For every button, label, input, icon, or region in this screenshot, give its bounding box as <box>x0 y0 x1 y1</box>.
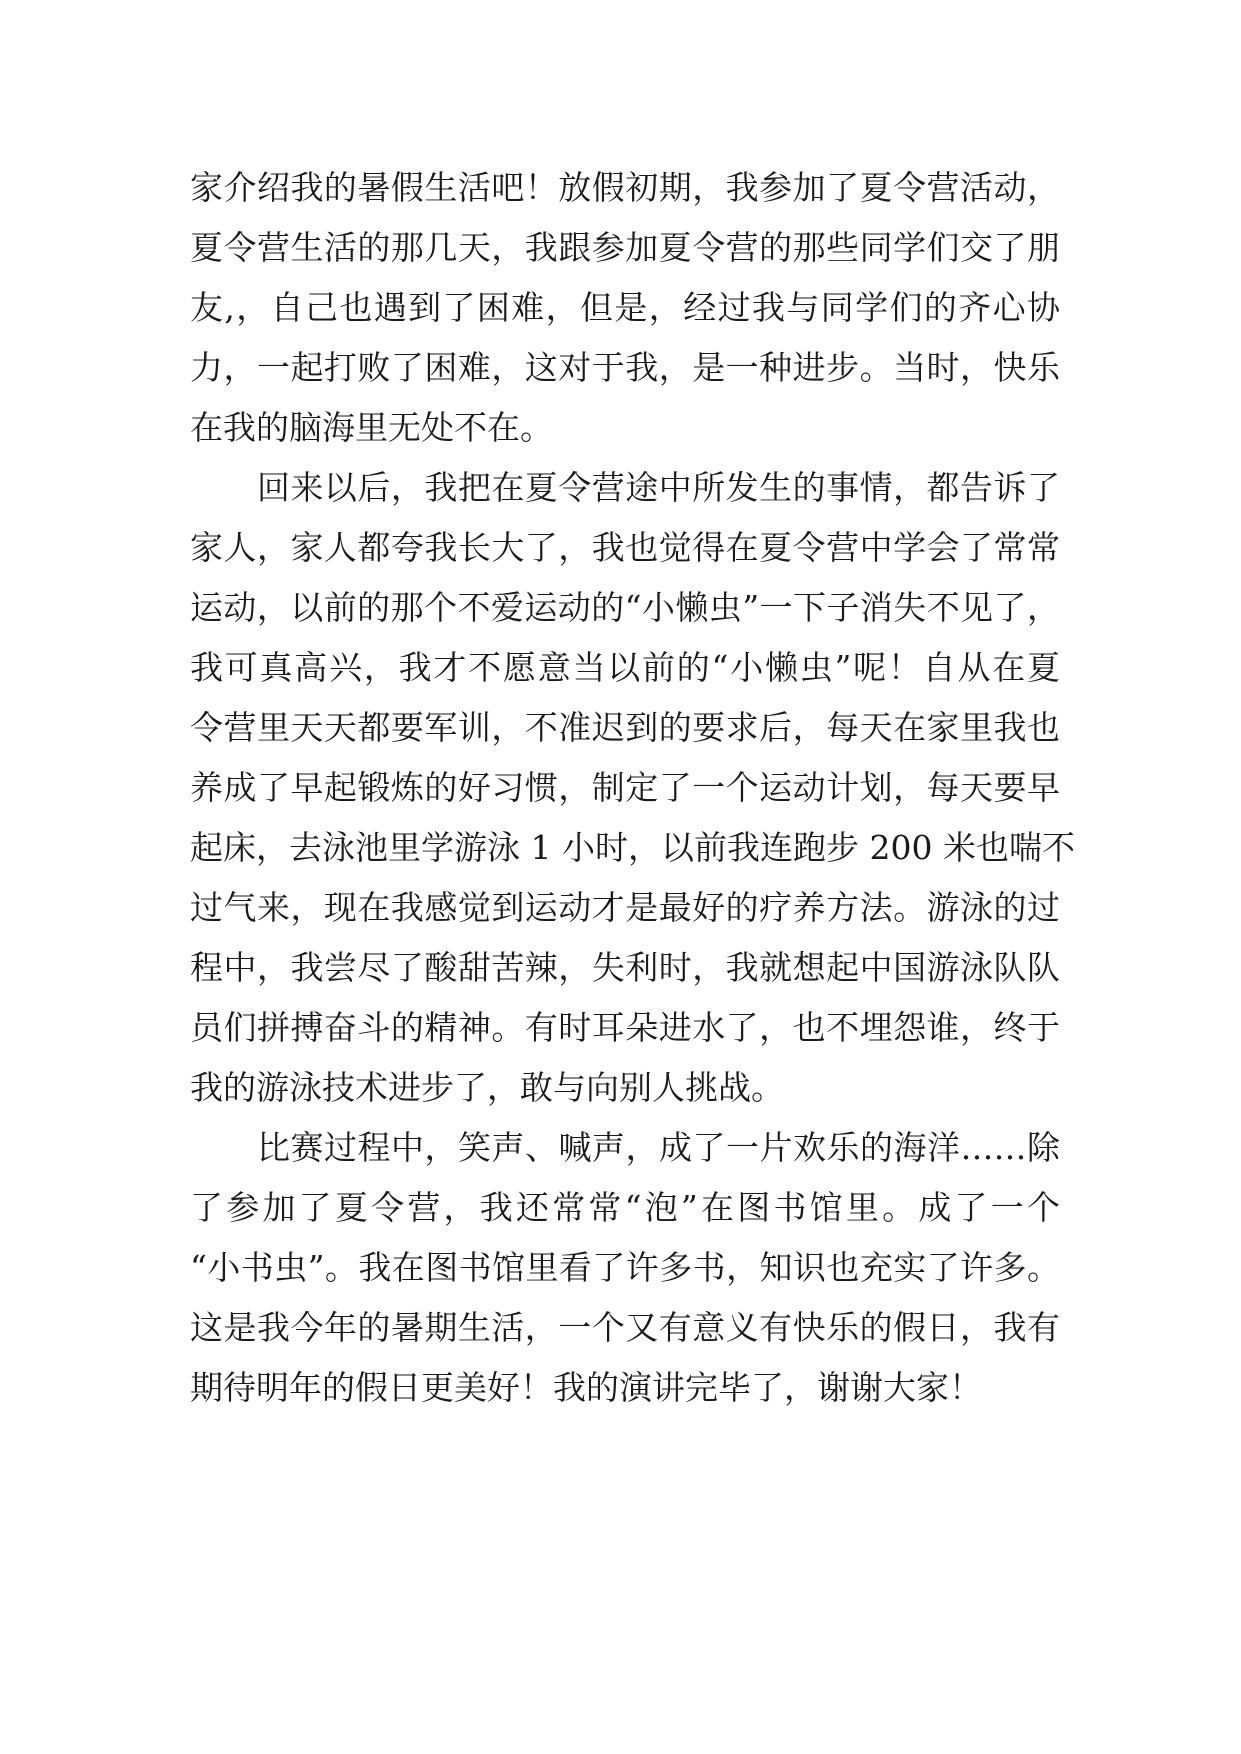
text-line: 期待明年的假日更美好！我的演讲完毕了，谢谢大家！ <box>190 1368 982 1407</box>
text-line: 在我的脑海里无处不在。 <box>190 408 553 447</box>
paragraph-start-line: 回来以后，我把在夏令营途中所发生的事情，都告诉了 <box>190 468 1060 507</box>
text-line: 家介绍我的暑假生活吧！放假初期，我参加了夏令营活动， <box>190 168 1060 207</box>
text-line: 我可真高兴，我才不愿意当以前的“小懒虫”呢！自从在夏 <box>190 648 1060 687</box>
text-line: 运动，以前的那个不爱运动的“小懒虫”一下子消失不见了， <box>190 588 1060 627</box>
text-line: 令营里天天都要军训，不准迟到的要求后，每天在家里我也 <box>190 708 1060 747</box>
text-line: 过气来，现在我感觉到运动才是最好的疗养方法。游泳的过 <box>190 888 1060 927</box>
text-line: 程中，我尝尽了酸甜苦辣，失利时，我就想起中国游泳队队 <box>190 948 1060 987</box>
text-line: 养成了早起锻炼的好习惯，制定了一个运动计划，每天要早 <box>190 768 1060 807</box>
text-line: 家人，家人都夸我长大了，我也觉得在夏令营中学会了常常 <box>190 528 1060 567</box>
text-line: 员们拼搏奋斗的精神。有时耳朵进水了，也不埋怨谁，终于 <box>190 1008 1060 1047</box>
text-line: “小书虫”。我在图书馆里看了许多书，知识也充实了许多。 <box>190 1248 1060 1287</box>
text-line: 这是我今年的暑期生活，一个又有意义有快乐的假日，我有 <box>190 1308 1060 1347</box>
text-line: 夏令营生活的那几天，我跟参加夏令营的那些同学们交了朋 <box>190 228 1060 267</box>
text-line: 我的游泳技术进步了，敢与向别人挑战。 <box>190 1068 784 1107</box>
text-line: 力，一起打败了困难，这对于我，是一种进步。当时，快乐 <box>190 348 1060 387</box>
text-line: 起床，去泳池里学游泳 1 小时，以前我连跑步 200 米也喘不 <box>190 828 1075 867</box>
paragraph-start-line: 比赛过程中，笑声、喊声，成了一片欢乐的海洋……除 <box>190 1128 1060 1167</box>
speech-text <box>190 158 1075 1418</box>
text-line: 友,，自己也遇到了困难，但是，经过我与同学们的齐心协 <box>190 288 1060 327</box>
text-line: 了参加了夏令营，我还常常“泡”在图书馆里。成了一个 <box>190 1188 1060 1227</box>
